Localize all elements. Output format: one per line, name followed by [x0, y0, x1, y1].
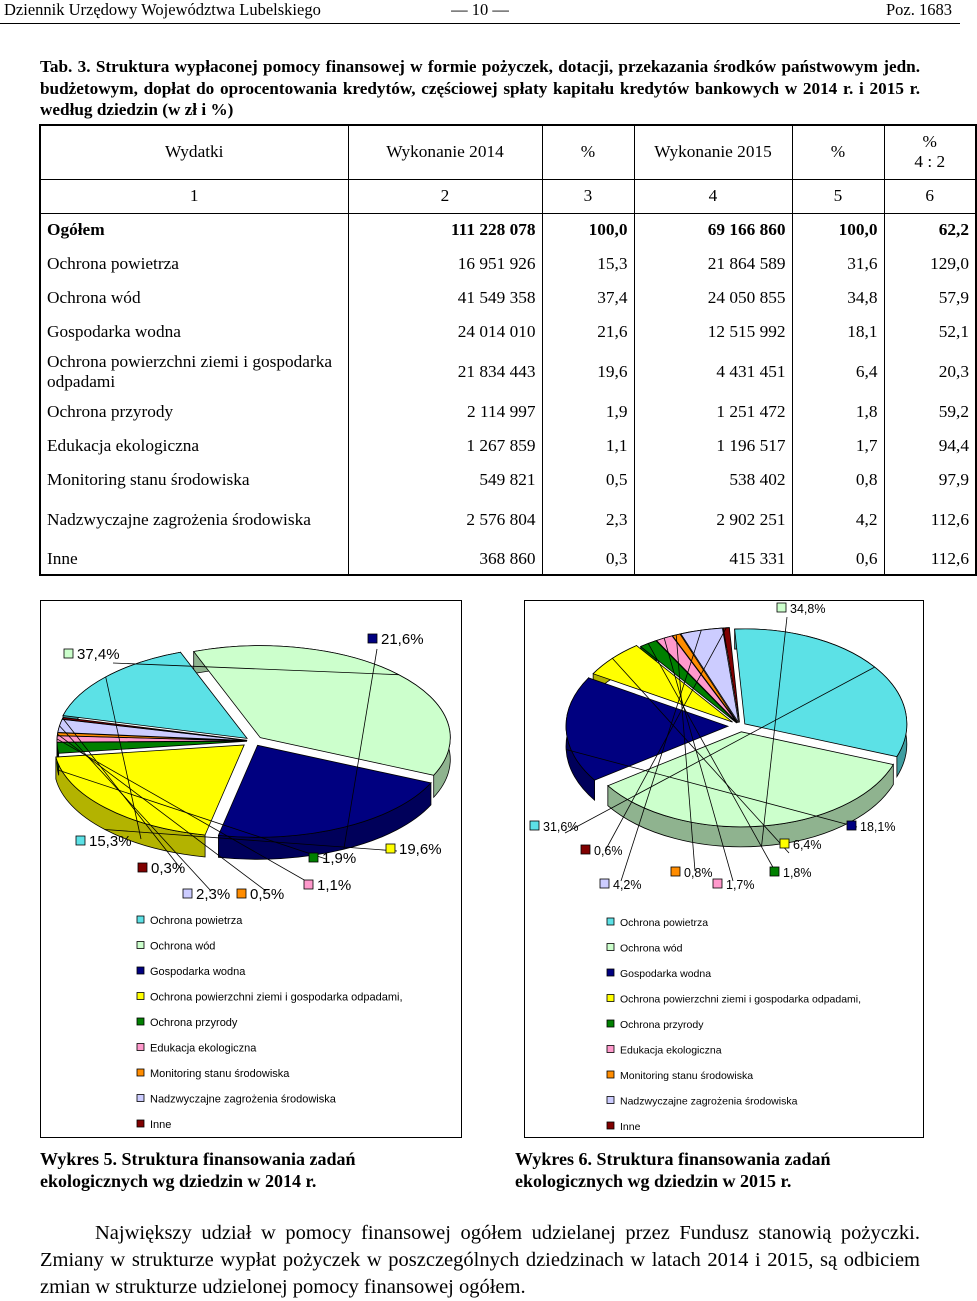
pie-data-label: 2,3% [196, 886, 230, 903]
legend-swatch [137, 993, 144, 1000]
cell-p2015: 100,0 [792, 213, 884, 247]
col-header-2015: Wykonanie 2015 [634, 125, 792, 179]
pie-data-label: 37,4% [77, 646, 120, 663]
table-header-row [40, 125, 976, 179]
row-label: Monitoring stanu środowiska [40, 463, 348, 497]
data-label-swatch [530, 821, 539, 830]
legend-label: Ochrona wód [620, 943, 683, 955]
table-row [40, 497, 976, 543]
pie-chart-2015 [524, 600, 924, 1138]
legend-swatch [607, 1097, 614, 1104]
legend-swatch [137, 1018, 144, 1025]
legend-swatch [607, 1046, 614, 1053]
legend-label: Nadzwyczajne zagrożenia środowiska [150, 1094, 337, 1106]
legend-swatch [607, 944, 614, 951]
pie-data-label: 4,2% [613, 878, 642, 892]
cell-p2014: 1,1 [542, 429, 634, 463]
cell-v2015: 4 431 451 [634, 349, 792, 395]
cell-v2015: 415 331 [634, 543, 792, 575]
cell-v2014: 2 576 804 [348, 497, 542, 543]
legend-label: Gospodarka wodna [620, 968, 711, 980]
cell-p2014: 19,6 [542, 349, 634, 395]
legend-swatch [137, 967, 144, 974]
cell-p2015: 31,6 [792, 247, 884, 281]
cell-ratio: 20,3 [884, 349, 976, 395]
data-label-swatch [847, 821, 856, 830]
cell-ratio: 112,6 [884, 543, 976, 575]
data-label-swatch [581, 845, 590, 854]
legend-swatch [137, 916, 144, 923]
legend-swatch [607, 995, 614, 1002]
cell-p2015: 34,8 [792, 281, 884, 315]
cell-p2015: 1,7 [792, 429, 884, 463]
pie-data-label: 34,8% [790, 602, 825, 616]
cell-v2015: 21 864 589 [634, 247, 792, 281]
cell-v2014: 549 821 [348, 463, 542, 497]
row-label: Nadzwyczajne zagrożenia środowiska [40, 497, 348, 543]
legend-swatch [607, 1122, 614, 1129]
col-header-expenses: Wydatki [40, 125, 348, 179]
cell-p2014: 0,3 [542, 543, 634, 575]
cell-v2015: 24 050 855 [634, 281, 792, 315]
row-label: Ochrona przyrody [40, 395, 348, 429]
pie-data-label: 1,8% [783, 866, 812, 880]
cell-p2014: 0,5 [542, 463, 634, 497]
cell-v2014: 2 114 997 [348, 395, 542, 429]
data-label-swatch [64, 649, 73, 658]
col-header-ratio [884, 125, 976, 179]
legend-swatch [137, 942, 144, 949]
cell-p2014: 100,0 [542, 213, 634, 247]
data-label-swatch [368, 634, 377, 643]
legend-label: Ochrona wód [150, 941, 215, 953]
legend-label: Monitoring stanu środowiska [620, 1070, 753, 1082]
data-label-swatch [309, 853, 318, 862]
legend-swatch [607, 969, 614, 976]
col-header-pct-2015: % [792, 125, 884, 179]
legend-label: Edukacja ekologiczna [620, 1045, 722, 1057]
table-row [40, 247, 976, 281]
ratio-header-bottom: 4 : 2 [885, 152, 976, 172]
cell-ratio: 52,1 [884, 315, 976, 349]
figure-5-caption: Wykres 5. Struktura finansowania zadań ekologicznych wg dziedzin w 2014 r. [40, 1148, 440, 1192]
row-label: Ogółem [40, 213, 348, 247]
cell-ratio: 59,2 [884, 395, 976, 429]
col-number: 4 [634, 179, 792, 213]
data-label-swatch [671, 867, 680, 876]
cell-p2014: 21,6 [542, 315, 634, 349]
col-number: 2 [348, 179, 542, 213]
data-label-swatch [138, 863, 147, 872]
pie-data-label: 0,8% [684, 866, 713, 880]
cell-v2014: 21 834 443 [348, 349, 542, 395]
col-header-pct-2014: % [542, 125, 634, 179]
pie-data-label: 1,9% [322, 850, 356, 867]
cell-v2015: 69 166 860 [634, 213, 792, 247]
page-header [0, 0, 960, 24]
cell-v2014: 368 860 [348, 543, 542, 575]
cell-ratio: 112,6 [884, 497, 976, 543]
row-label: Ochrona wód [40, 281, 348, 315]
legend-label: Ochrona przyrody [150, 1017, 238, 1029]
data-label-swatch [770, 867, 779, 876]
row-label: Ochrona powietrza [40, 247, 348, 281]
pie-data-label: 0,3% [151, 860, 185, 877]
pie-data-label: 31,6% [543, 820, 578, 834]
cell-p2015: 1,8 [792, 395, 884, 429]
legend-swatch [607, 918, 614, 925]
table-row [40, 281, 976, 315]
cell-ratio: 57,9 [884, 281, 976, 315]
col-number: 3 [542, 179, 634, 213]
col-number: 6 [884, 179, 976, 213]
cell-p2015: 6,4 [792, 349, 884, 395]
page-number: — 10 — [0, 0, 960, 20]
legend-swatch [607, 1071, 614, 1078]
legend-label: Ochrona powierzchni ziemi i gospodarka odpadami, [620, 994, 861, 1006]
row-label: Gospodarka wodna [40, 315, 348, 349]
data-label-swatch [777, 603, 786, 612]
data-label-swatch [780, 839, 789, 848]
body-paragraph: Największy udział w pomocy finansowej ogółem udzielanej przez Fundusz stanowią pożyczki. Zmiany w strukturze wypłat pożyczek w poszczególnych dziedzinach w latach 2014 i 2015, są odbiciem zmian w strukturze udzielonej pomocy finansowej ogółem. [40, 1220, 920, 1301]
legend-label: Ochrona przyrody [620, 1019, 704, 1031]
pie-data-label: 0,5% [250, 886, 284, 903]
legend-swatch [137, 1044, 144, 1051]
cell-p2014: 1,9 [542, 395, 634, 429]
cell-v2014: 16 951 926 [348, 247, 542, 281]
figure-6-caption: Wykres 6. Struktura finansowania zadań ekologicznych wg dziedzin w 2015 r. [515, 1148, 915, 1192]
pie-data-label: 6,4% [793, 838, 822, 852]
legend-swatch [137, 1069, 144, 1076]
data-label-swatch [304, 880, 313, 889]
legend-label: Edukacja ekologiczna [150, 1043, 257, 1055]
cell-p2014: 15,3 [542, 247, 634, 281]
pie-data-label: 15,3% [89, 833, 132, 850]
data-label-swatch [237, 889, 246, 898]
table-row [40, 395, 976, 429]
cell-ratio: 129,0 [884, 247, 976, 281]
col-number: 1 [40, 179, 348, 213]
pie-data-label: 19,6% [399, 841, 442, 858]
legend-label: Inne [620, 1121, 641, 1133]
cell-ratio: 97,9 [884, 463, 976, 497]
cell-v2014: 41 549 358 [348, 281, 542, 315]
pie-svg [41, 601, 461, 1137]
ratio-header-top: % [885, 132, 976, 152]
pie-slice [56, 745, 244, 835]
data-label-swatch [713, 879, 722, 888]
data-label-swatch [183, 889, 192, 898]
legend-label: Nadzwyczajne zagrożenia środowiska [620, 1096, 798, 1108]
table-row [40, 463, 976, 497]
cell-v2015: 1 251 472 [634, 395, 792, 429]
pie-data-label: 1,7% [726, 878, 755, 892]
col-number: 5 [792, 179, 884, 213]
cell-v2015: 1 196 517 [634, 429, 792, 463]
cell-v2015: 538 402 [634, 463, 792, 497]
data-label-swatch [386, 844, 395, 853]
column-number-row [40, 179, 976, 213]
legend-swatch [137, 1095, 144, 1102]
table-total-row [40, 213, 976, 247]
cell-p2015: 0,8 [792, 463, 884, 497]
cell-p2014: 2,3 [542, 497, 634, 543]
position-number: Poz. 1683 [886, 0, 952, 20]
table-row [40, 429, 976, 463]
cell-p2015: 18,1 [792, 315, 884, 349]
journal-title: Dziennik Urzędowy Województwa Lubelskiego [4, 0, 321, 20]
cell-p2015: 0,6 [792, 543, 884, 575]
legend-swatch [607, 1020, 614, 1027]
cell-ratio: 62,2 [884, 213, 976, 247]
legend-label: Gospodarka wodna [150, 966, 246, 978]
pie-data-label: 1,1% [317, 877, 351, 894]
table-row [40, 543, 976, 575]
col-header-2014: Wykonanie 2014 [348, 125, 542, 179]
legend-label: Ochrona powietrza [150, 915, 243, 927]
cell-p2014: 37,4 [542, 281, 634, 315]
row-label: Inne [40, 543, 348, 575]
cell-v2014: 1 267 859 [348, 429, 542, 463]
cell-v2015: 2 902 251 [634, 497, 792, 543]
cell-v2014: 111 228 078 [348, 213, 542, 247]
data-label-swatch [76, 836, 85, 845]
table-row [40, 349, 976, 395]
row-label: Ochrona powierzchni ziemi i gospodarka odpadami [40, 349, 348, 395]
cell-p2015: 4,2 [792, 497, 884, 543]
legend-label: Monitoring stanu środowiska [150, 1068, 290, 1080]
pie-data-label: 18,1% [860, 820, 895, 834]
legend-label: Ochrona powietrza [620, 917, 708, 929]
row-label: Edukacja ekologiczna [40, 429, 348, 463]
table-caption: Tab. 3. Struktura wypłaconej pomocy finansowej w formie pożyczek, dotacji, przekazania środków państwowym jedn. budżetowym, dopłat do oprocentowania kredytów, częściowej spłaty kapitału kredytów bankowych w 2014 r. i 2015 r. według dziedzin (w zł i %) [40, 56, 920, 121]
legend-label: Inne [150, 1119, 171, 1131]
pie-data-label: 21,6% [381, 631, 424, 648]
pie-data-label: 0,6% [594, 844, 623, 858]
cell-ratio: 94,4 [884, 429, 976, 463]
aid-structure-table [39, 124, 977, 576]
pie-svg [525, 601, 923, 1137]
data-label-swatch [600, 879, 609, 888]
table-row [40, 315, 976, 349]
cell-v2014: 24 014 010 [348, 315, 542, 349]
cell-v2015: 12 515 992 [634, 315, 792, 349]
legend-label: Ochrona powierzchni ziemi i gospodarka odpadami, [150, 992, 403, 1004]
pie-chart-2014 [40, 600, 462, 1138]
legend-swatch [137, 1120, 144, 1127]
